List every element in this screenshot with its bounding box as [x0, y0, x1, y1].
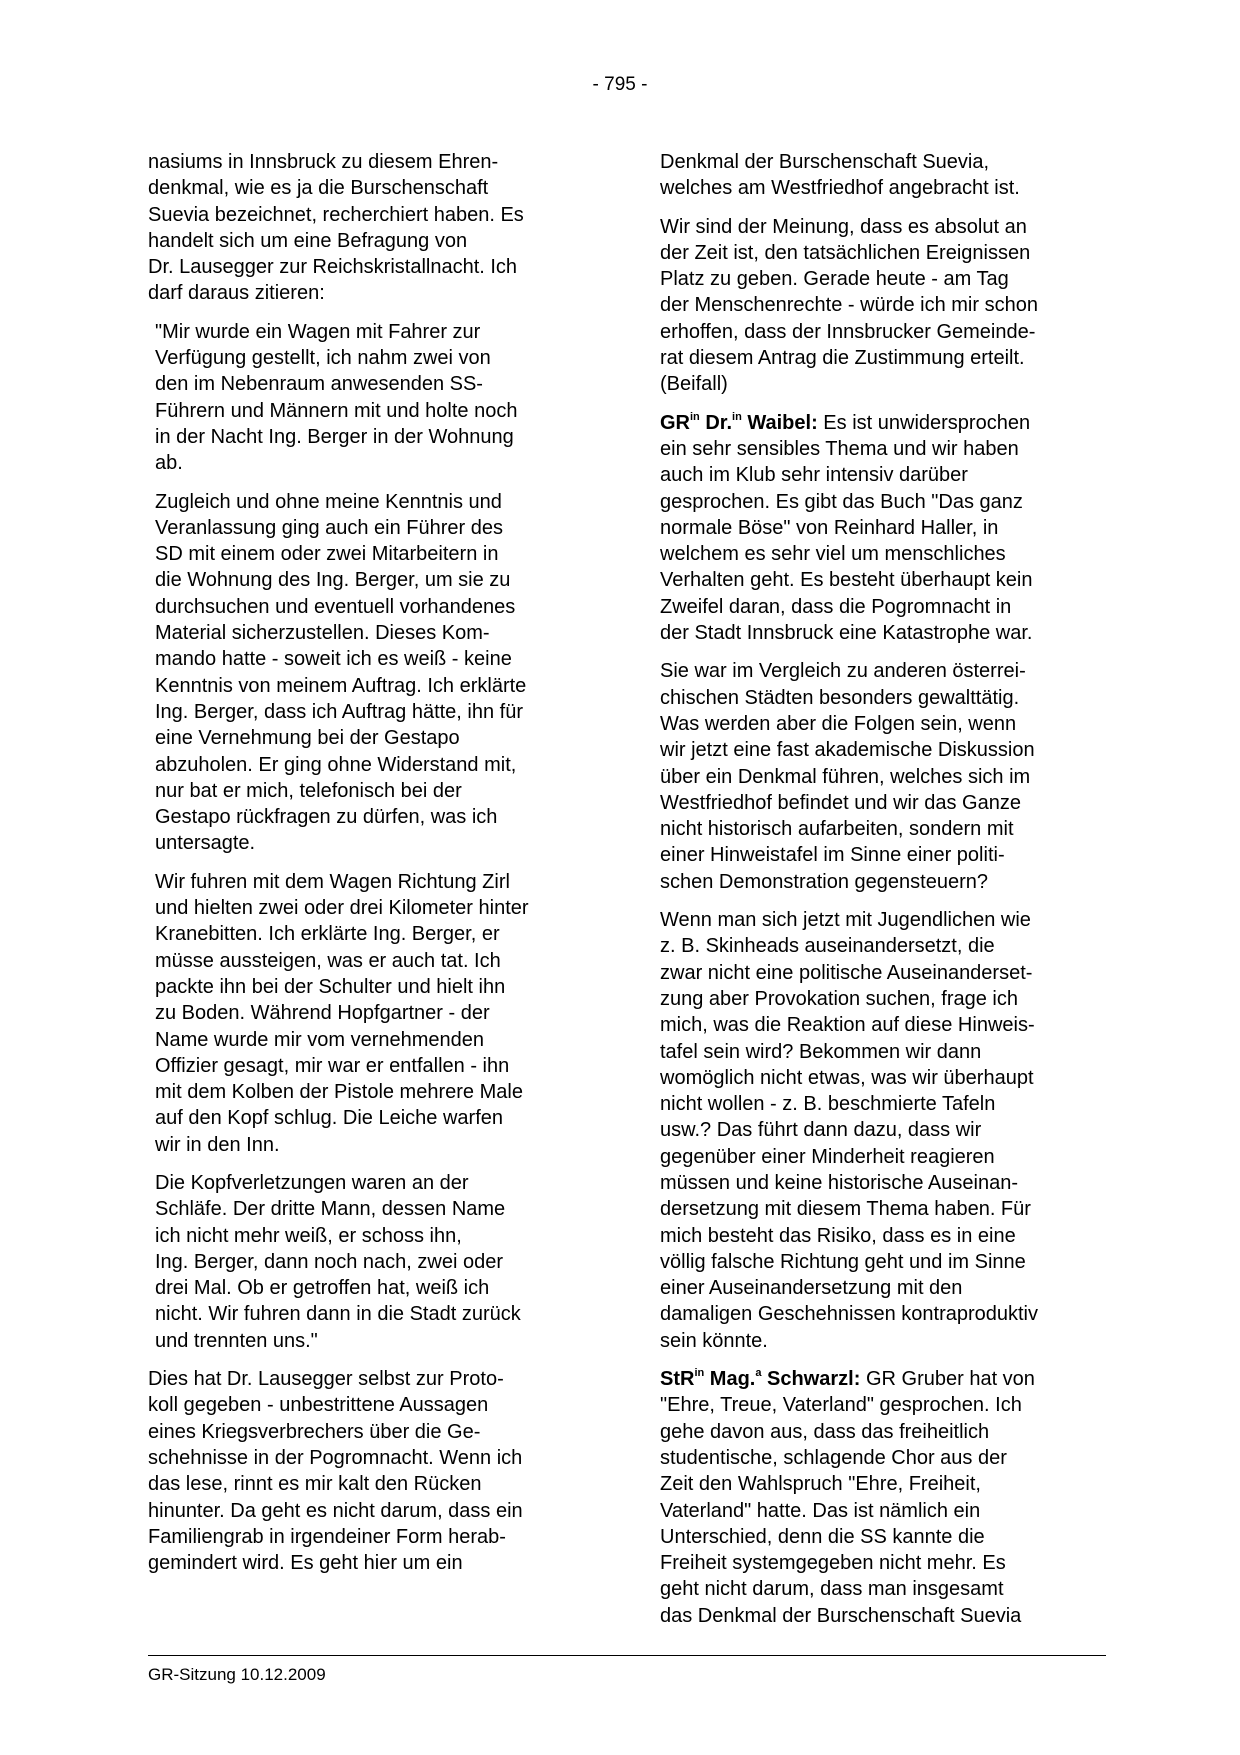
text-line: Material sicherzustellen. Dieses Kom- [155, 622, 490, 645]
text-line: normale Böse" von Reinhard Haller, in [660, 516, 999, 539]
text-line: ich nicht mehr weiß, er schoss ihn, [155, 1224, 462, 1247]
paragraph [148, 1366, 600, 1576]
text-line: welchem es sehr viel um menschliches [660, 543, 1006, 566]
text-line: geht nicht darum, dass man insgesamt [660, 1578, 1004, 1601]
text-line: Zugleich und ohne meine Kenntnis und [155, 490, 502, 513]
text-line: nicht wollen - z. B. beschmierte Tafeln [660, 1093, 996, 1116]
text-line: womöglich nicht etwas, was wir überhaupt [660, 1066, 1034, 1089]
text-line: z. B. Skinheads auseinandersetzt, die [660, 935, 995, 958]
text-line: Gestapo rückfragen zu dürfen, was ich [155, 806, 498, 829]
speaker-name: StR$^{in}$ Mag.$^a$ Schwarzl: [660, 1367, 861, 1391]
text-line: völlig falsche Richtung geht und im Sinne [660, 1250, 1026, 1273]
speech-lines [660, 1392, 1104, 1629]
text-line: "Ehre, Treue, Vaterland" gesprochen. Ich [660, 1394, 1022, 1417]
text-line: und hielten zwei oder drei Kilometer hinter [155, 897, 529, 920]
text-line: drei Mal. Ob er getroffen hat, weiß ich [155, 1277, 490, 1300]
text-line: durchsuchen und eventuell vorhandenes [155, 595, 516, 618]
paragraph [660, 907, 1104, 1354]
footer-divider [148, 1655, 1106, 1656]
left-column [148, 149, 600, 1588]
text-line: Die Kopfverletzungen waren an der [155, 1171, 469, 1194]
text-line: Vaterland" hatte. Das ist nämlich ein [660, 1499, 981, 1522]
text-line: zu Boden. Während Hopfgartner - der [155, 1002, 490, 1025]
text-line: Wir sind der Meinung, dass es absolut an [660, 215, 1027, 238]
text-line: auf den Kopf schlug. Die Leiche warfen [155, 1107, 503, 1130]
text-line: nicht historisch aufarbeiten, sondern mit [660, 818, 1014, 841]
text-line: auch im Klub sehr intensiv darüber [660, 464, 968, 487]
text-line: koll gegeben - unbestrittene Aussagen [148, 1394, 489, 1417]
text-line: Denkmal der Burschenschaft Suevia, [660, 151, 990, 173]
text-line: Offizier gesagt, mir war er entfallen - ihn [155, 1054, 510, 1077]
text-line: Schläfe. Der dritte Mann, dessen Name [155, 1198, 506, 1221]
text-line: Wir fuhren mit dem Wagen Richtung Zirl [155, 870, 510, 893]
text-line: Zeit den Wahlspruch "Ehre, Freiheit, [660, 1473, 981, 1496]
text-line: das lese, rinnt es mir kalt den Rücken [148, 1473, 482, 1496]
footer-session-date: GR-Sitzung 10.12.2009 [148, 1665, 326, 1684]
paragraph [660, 149, 1104, 202]
text-line: eines Kriegsverbrechers über die Ge- [148, 1420, 481, 1443]
speech-schwarzl [660, 1366, 1104, 1629]
speaker-name: $GR^{in}$ Dr.$^{in}$ Waibel: [660, 410, 818, 434]
speech-text: Es ist unwidersprochen [817, 411, 1031, 434]
speech-lines [660, 436, 1104, 646]
quote-paragraph [155, 1170, 600, 1354]
text-line: müssen und keine historische Auseinan- [660, 1171, 1018, 1194]
text-line: "Mir wurde ein Wagen mit Fahrer zur [155, 320, 481, 343]
text-line: eine Vernehmung bei der Gestapo [155, 727, 460, 750]
text-line: mich besteht das Risiko, dass es in eine [660, 1224, 1016, 1247]
text-line: Kenntnis von meinem Auftrag. Ich erklärte [155, 674, 527, 697]
text-line: gemindert wird. Es geht hier um ein [148, 1552, 463, 1575]
text-line: Platz zu geben. Gerade heute - am Tag [660, 268, 1009, 291]
text-line: Sie war im Vergleich zu anderen österrei- [660, 660, 1026, 683]
text-line: mando hatte - soweit ich es weiß - keine [155, 648, 512, 671]
text-line: abzuholen. Er ging ohne Widerstand mit, [155, 753, 517, 776]
text-line: Verhalten geht. Es besteht überhaupt kein [660, 569, 1033, 592]
text-line: darf daraus zitieren: [148, 282, 325, 305]
text-line: dersetzung mit diesem Thema haben. Für [660, 1198, 1031, 1221]
text-line: nicht. Wir fuhren dann in die Stadt zurück [155, 1303, 521, 1326]
text-line: chischen Städten besonders gewalttätig. [660, 686, 1020, 709]
text-line: sein könnte. [660, 1329, 768, 1352]
speech-first-line [660, 1366, 1104, 1392]
text-line: Dies hat Dr. Lausegger selbst zur Proto- [148, 1368, 504, 1391]
text-line: Dr. Lausegger zur Reichskristallnacht. Ich [148, 256, 518, 279]
text-line: Wenn man sich jetzt mit Jugendlichen wie [660, 909, 1031, 932]
text-line: wir in den Inn. [155, 1133, 280, 1156]
paragraph [660, 214, 1104, 398]
text-line: gegenüber einer Minderheit reagieren [660, 1145, 995, 1168]
text-line: Westfriedhof befindet und wir das Ganze [660, 791, 1021, 814]
text-line: das Denkmal der Burschenschaft Suevia [660, 1604, 1022, 1627]
quote-paragraph [155, 869, 600, 1158]
text-line: packte ihn bei der Schulter und hielt ihn [155, 975, 506, 998]
text-line: Was werden aber die Folgen sein, wenn [660, 712, 1017, 735]
text-line: Ing. Berger, dann noch nach, zwei oder [155, 1250, 504, 1273]
paragraph [148, 149, 600, 307]
text-line: Name wurde mir vom vernehmenden [155, 1028, 485, 1051]
speech-text: GR Gruber hat von [860, 1368, 1035, 1391]
page-number: - 795 - [592, 74, 648, 95]
text-line: ab. [155, 452, 183, 475]
text-line: einer Hinweistafel im Sinne einer politi- [660, 844, 1005, 867]
quote-paragraph [155, 489, 600, 857]
text-line: tafel sein wird? Bekommen wir dann [660, 1040, 982, 1063]
text-line: einer Auseinandersetzung mit den [660, 1277, 963, 1300]
paragraph [660, 658, 1104, 895]
text-line: Führern und Männern mit und holte noch [155, 399, 518, 422]
text-line: Unterschied, denn die SS kannte die [660, 1525, 985, 1548]
text-line: ein sehr sensibles Thema und wir haben [660, 437, 1019, 460]
text-line: Ing. Berger, dass ich Auftrag hätte, ihn für [155, 700, 523, 723]
text-line: untersagte. [155, 832, 256, 855]
text-line: SD mit einem oder zwei Mitarbeitern in [155, 543, 499, 566]
text-line: schehnisse in der Pogromnacht. Wenn ich [148, 1446, 523, 1469]
text-line: rat diesem Antrag die Zustimmung erteilt. [660, 347, 1025, 370]
text-line: damaligen Geschehnissen kontraproduktiv [660, 1303, 1038, 1326]
text-line: mich, was die Reaktion auf diese Hinweis- [660, 1014, 1035, 1037]
text-line: nasiums in Innsbruck zu diesem Ehren- [148, 151, 499, 173]
text-line: nur bat er mich, telefonisch bei der [155, 779, 462, 802]
text-line: den im Nebenraum anwesenden SS- [155, 373, 483, 396]
speech-waibel [660, 410, 1104, 647]
text-line: erhoffen, dass der Innsbrucker Gemeinde- [660, 320, 1036, 343]
text-line: zung aber Provokation suchen, frage ich [660, 987, 1018, 1010]
text-line: (Beifall) [660, 373, 728, 396]
text-line: mit dem Kolben der Pistole mehrere Male [155, 1081, 523, 1104]
text-line: der Stadt Innsbruck eine Katastrophe war. [660, 622, 1033, 645]
text-line: studentische, schlagende Chor aus der [660, 1446, 1007, 1469]
text-line: Familiengrab in irgendeiner Form herab- [148, 1525, 506, 1548]
text-line: die Wohnung des Ing. Berger, um sie zu [155, 569, 511, 592]
text-line: Verfügung gestellt, ich nahm zwei von [155, 347, 491, 370]
text-line: wir jetzt eine fast akademische Diskussion [660, 739, 1035, 762]
text-line: und trennten uns." [155, 1329, 318, 1352]
text-line: Suevia bezeichnet, recherchiert haben. Es [148, 203, 524, 226]
text-line: der Zeit ist, den tatsächlichen Ereignissen [660, 241, 1031, 264]
text-line: Freiheit systemgegeben nicht mehr. Es [660, 1552, 1006, 1575]
text-line: der Menschenrechte - würde ich mir schon [660, 294, 1038, 317]
speech-first-line [660, 410, 1104, 436]
text-line: usw.? Das führt dann dazu, dass wir [660, 1119, 982, 1142]
text-line: Veranlassung ging auch ein Führer des [155, 516, 504, 539]
text-line: Kranebitten. Ich erklärte Ing. Berger, er [155, 923, 500, 946]
text-line: zwar nicht eine politische Auseinanderset- [660, 961, 1033, 984]
quote-paragraph [155, 319, 600, 477]
text-line: in der Nacht Ing. Berger in der Wohnung [155, 425, 514, 448]
right-column [660, 149, 1104, 1641]
text-line: über ein Denkmal führen, welches sich im [660, 765, 1031, 788]
text-line: hinunter. Da geht es nicht darum, dass ein [148, 1499, 523, 1522]
text-line: handelt sich um eine Befragung von [148, 229, 468, 252]
text-line: welches am Westfriedhof angebracht ist. [660, 177, 1020, 200]
text-line: gesprochen. Es gibt das Buch "Das ganz [660, 490, 1023, 513]
text-line: denkmal, wie es ja die Burschenschaft [148, 177, 489, 200]
text-line: schen Demonstration gegensteuern? [660, 870, 988, 893]
text-line: Zweifel daran, dass die Pogromnacht in [660, 595, 1012, 618]
text-line: müsse aussteigen, was er auch tat. Ich [155, 949, 501, 972]
text-line: gehe davon aus, dass das freiheitlich [660, 1420, 990, 1443]
